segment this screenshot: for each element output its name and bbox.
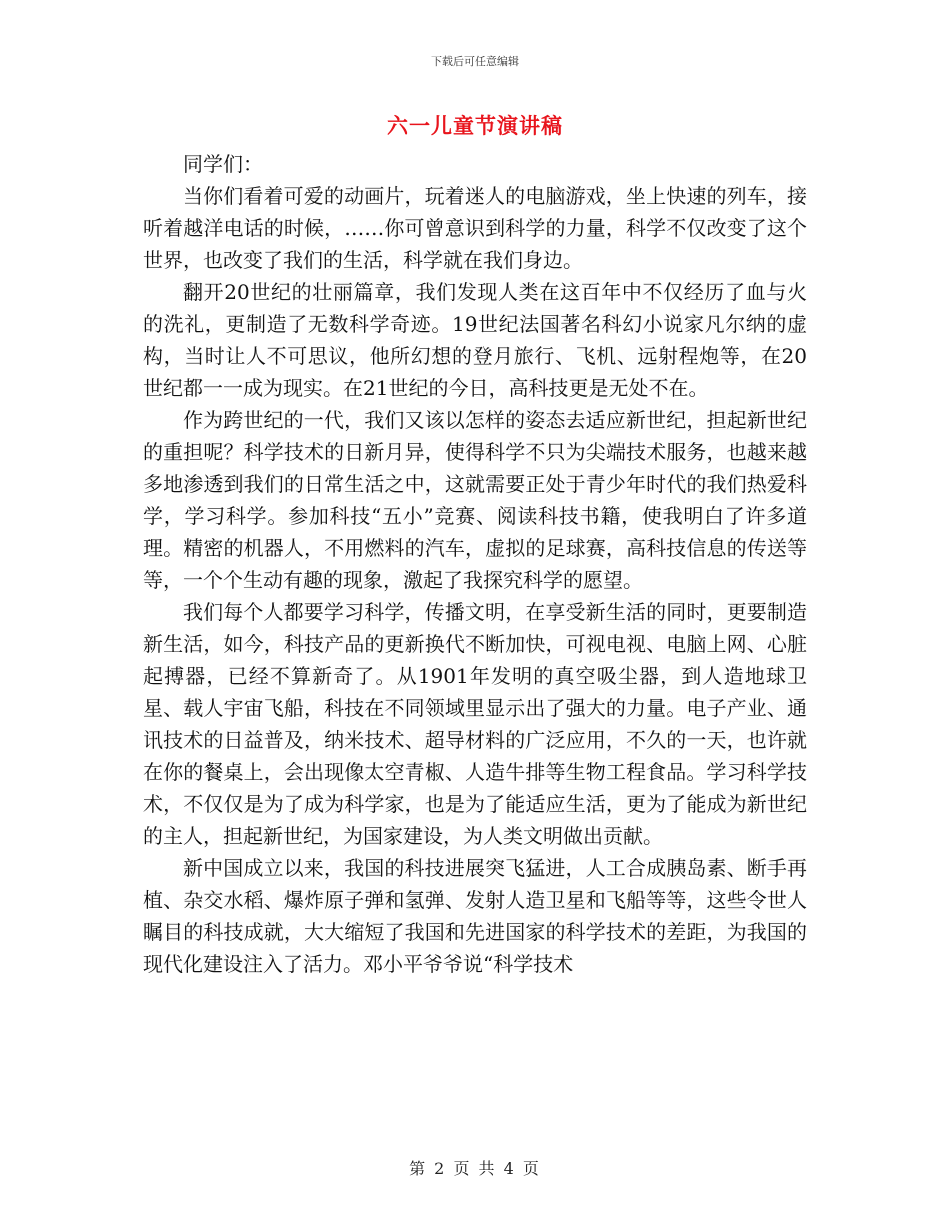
document-body bbox=[143, 148, 807, 980]
salutation: 同学们： bbox=[183, 152, 263, 176]
paragraph: 新中国成立以来，我国的科技进展突飞猛进，人工合成胰岛素、断手再植、杂交水稻、爆炸原子弹和氢弹、发射人造卫星和飞船等等，这些令世人瞩目的科技成就，大大缩短了我国和先进国家的科学技术的差距，为我国的现代化建设注入了活力。邓小平爷爷说“科学技术 bbox=[143, 856, 807, 976]
paragraph: 作为跨世纪的一代，我们又该以怎样的姿态去适应新世纪，担起新世纪的重担呢？科学技术的日新月异，使得科学不只为尖端技术服务，也越来越多地渗透到我们的日常生活之中，这就需要正处于青少年时代的我们热爱科学，学习科学。参加科技“五小”竞赛、阅读科技书籍，使我明白了许多道理。精密的机器人，不用燃料的汽车，虚拟的足球赛，高科技信息的传送等等，一个个生动有趣的现象，激起了我探究科学的愿望。 bbox=[143, 408, 807, 592]
paragraph: 当你们看着可爱的动画片，玩着迷人的电脑游戏，坐上快速的列车，接听着越洋电话的时候，……你可曾意识到科学的力量，科学不仅改变了这个世界，也改变了我们的生活，科学就在我们身边。 bbox=[143, 184, 807, 272]
paragraph: 我们每个人都要学习科学，传播文明，在享受新生活的同时，更要制造新生活，如今，科技产品的更新换代不断加快，可视电视、电脑上网、心脏起搏器，已经不算新奇了。从1901年发明的真空吸尘器，到人造地球卫星、载人宇宙飞船，科技在不同领域里显示出了强大的力量。电子产业、通讯技术的日益普及，纳米技术、超导材料的广泛应用，不久的一天，也许就在你的餐桌上，会出现像太空青椒、人造牛排等生物工程食品。学习科学技术，不仅仅是为了成为科学家，也是为了能适应生活，更为了能成为新世纪的主人，担起新世纪，为国家建设，为人类文明做出贡献。 bbox=[143, 600, 807, 848]
paragraph: 翻开20世纪的壮丽篇章，我们发现人类在这百年中不仅经历了血与火的洗礼，更制造了无数科学奇迹。19世纪法国著名科幻小说家凡尔纳的虚构，当时让人不可思议，他所幻想的登月旅行、飞机、远射程炮等，在20世纪都一一成为现实。在21世纪的今日，高科技更是无处不在。 bbox=[143, 280, 807, 400]
document-title: 六一儿童节演讲稿 bbox=[387, 114, 563, 138]
header-note: 下载后可任意编辑 bbox=[431, 55, 519, 68]
page-number-footer: 第 2 页 共 4 页 bbox=[409, 1159, 541, 1178]
